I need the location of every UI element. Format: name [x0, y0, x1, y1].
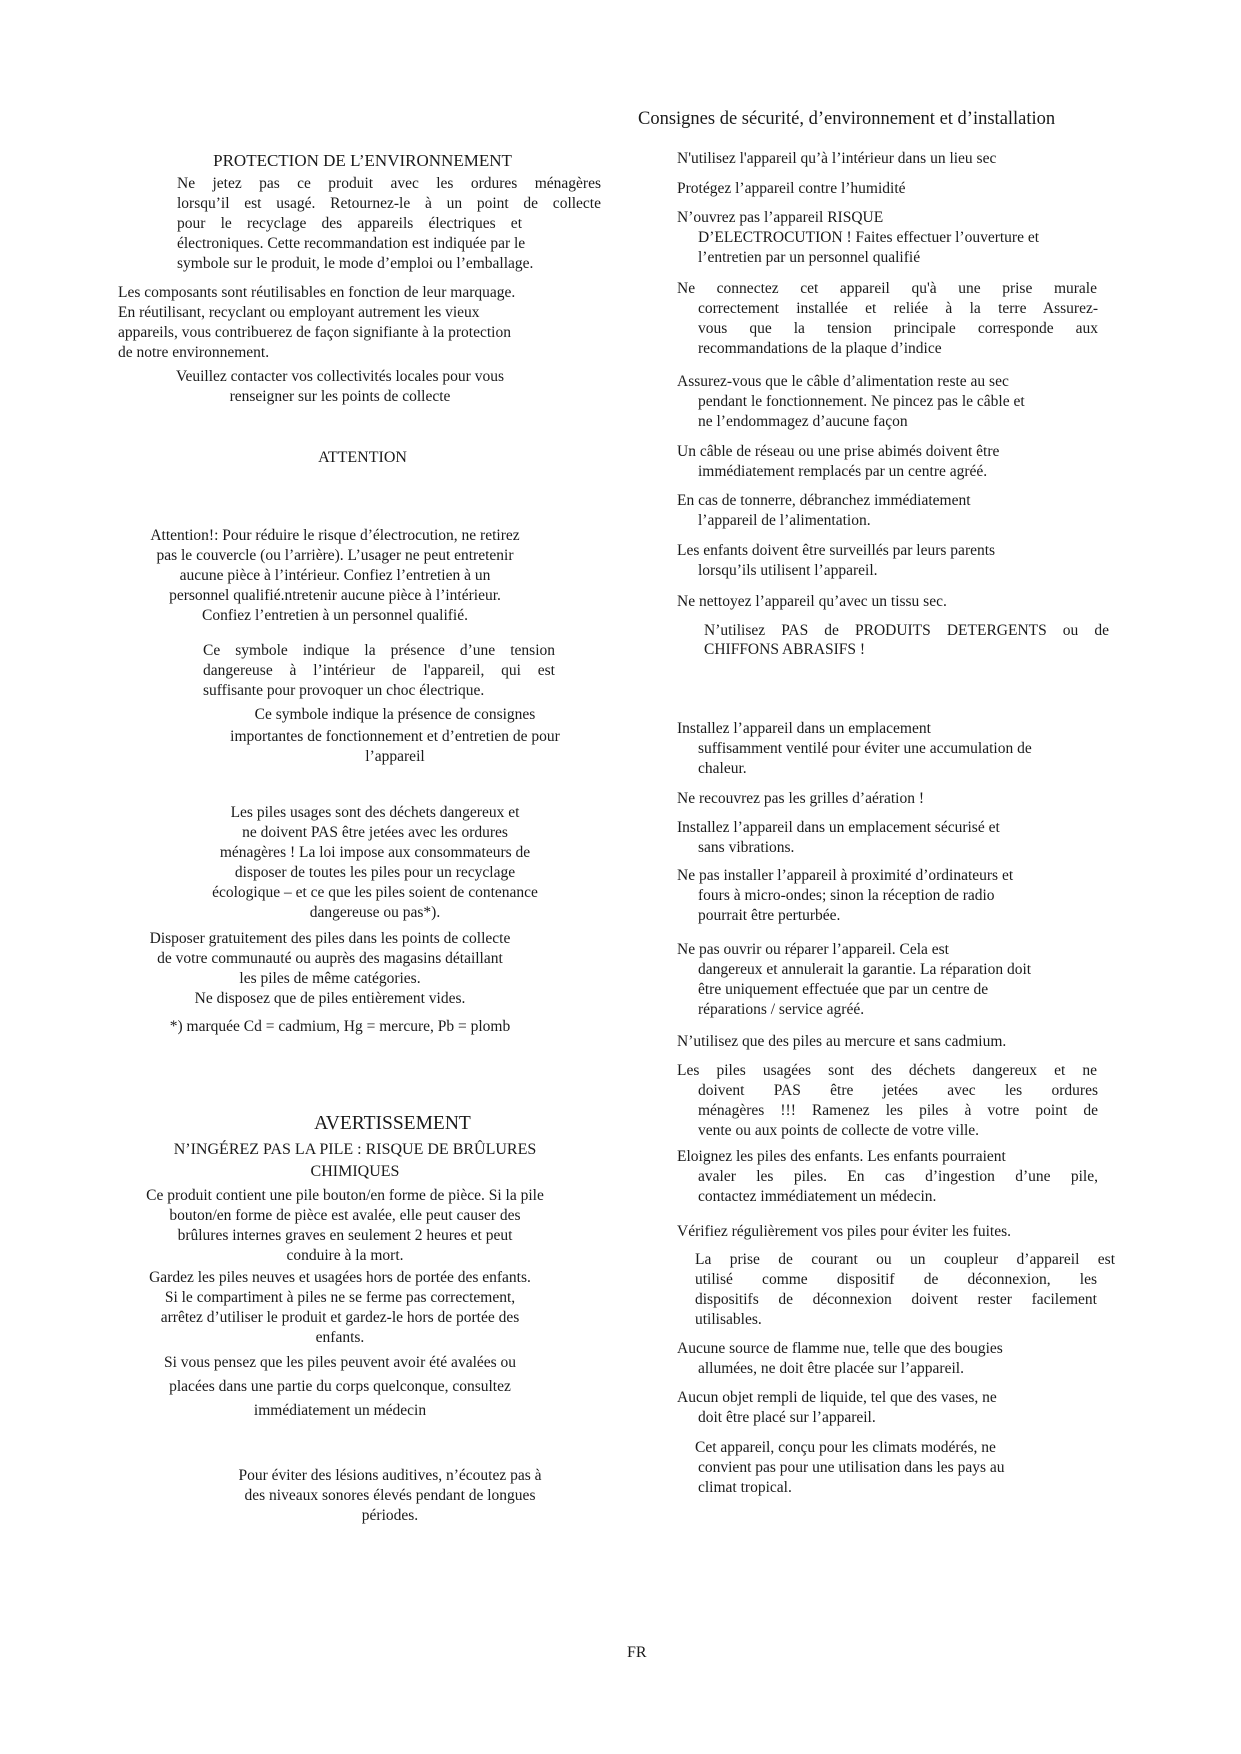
env-heading: PROTECTION DE L’ENVIRONNEMENT: [213, 151, 512, 170]
safety-item-line: lorsqu’ils utilisent l’appareil.: [698, 562, 878, 579]
safety-item-line: D’ELECTROCUTION ! Faites effectuer l’ouverture et: [698, 229, 1040, 246]
safety-item-line: Les piles usagées sont des déchets dangereux et ne: [677, 1062, 1097, 1079]
safety-item: [663, 442, 1113, 482]
env-paragraph-3: Veuillez contacter vos collectivités locales pour vous renseigner sur les points de collecte: [176, 368, 504, 405]
safety-item-line: sans vibrations.: [698, 839, 795, 856]
safety-item: [663, 1388, 1113, 1428]
safety-item-line: Ne connectez cet appareil qu'à une prise murale: [677, 280, 1097, 297]
safety-item-line: l’appareil de l’alimentation.: [698, 512, 871, 529]
section-title-safety: Consignes de sécurité, d’environnement et d’installation: [638, 109, 1056, 129]
shock-symbol-note: Ce symbole indique la présence d’une tension dangereuse à l’intérieur de l'appareil, qui est suffisante pour provoquer un choc électrique.: [203, 642, 555, 699]
safety-item-line: Vérifiez régulièrement vos piles pour éviter les fuites.: [677, 1223, 1011, 1240]
safety-item: [663, 818, 1113, 858]
safety-item-line: Aucun objet rempli de liquide, tel que des vases, ne: [677, 1389, 997, 1406]
instruction-symbol-note: Ce symbole indique la présence de consignes importantes de fonctionnement et d’entretien de pour l’appareil: [230, 706, 560, 765]
safety-item: [663, 491, 1113, 531]
safety-item-line: contactez immédiatement un médecin.: [698, 1188, 937, 1205]
safety-item-line: Un câble de réseau ou une prise abimés doivent être: [677, 443, 1000, 460]
attention-heading: ATTENTION: [318, 449, 407, 466]
safety-item-line: Ne nettoyez l’appareil qu’avec un tissu sec.: [677, 593, 947, 610]
warning-paragraph-3: Si vous pensez que les piles peuvent avoir été avalées ou placées dans une partie du corps quelconque, consultez immédiatement un médecin: [163, 1354, 517, 1419]
safety-item-line: N’ouvrez pas l’appareil RISQUE: [677, 209, 884, 226]
safety-item-line: correctement installée et reliée à la terre Assurez-: [698, 300, 1098, 317]
warning-paragraph-1: Ce produit contient une pile bouton/en forme de pièce. Si la pile bouton/en forme de pièce est avalée, elle peut causer des brûlures internes graves en seulement 2 heures et peut conduire à la mort.: [146, 1187, 544, 1264]
safety-item-line: doit être placé sur l’appareil.: [698, 1409, 876, 1426]
safety-item-line: avaler les piles. En cas d’ingestion d’une pile,: [698, 1168, 1098, 1185]
safety-item-line: ménagères !!! Ramenez les piles à votre point de: [698, 1102, 1098, 1119]
safety-item-line: Ne pas installer l’appareil à proximité d’ordinateurs et: [677, 867, 1014, 884]
safety-item-line: Assurez-vous que le câble d’alimentation reste au sec: [677, 373, 1009, 390]
safety-item: [663, 592, 1113, 612]
battery-disposal-paragraph-1: Les piles usages sont des déchets dangereux et ne doivent PAS être jetées avec les ordures ménagères ! La loi impose aux consommateurs de disposer de toutes les piles pour un recyclage écologique – et ce que les piles soient de contenance dangereuse ou pas*).: [212, 804, 538, 921]
safety-item: [663, 541, 1113, 581]
safety-item-line: réparations / service agréé.: [698, 1001, 865, 1018]
safety-item: [663, 866, 1113, 926]
safety-item-line: N’utilisez que des piles au mercure et sans cadmium.: [677, 1033, 1007, 1050]
safety-item-line: fours à micro-ondes; sinon la réception de radio: [698, 887, 995, 904]
safety-item-line: Ne pas ouvrir ou réparer l’appareil. Cela est: [677, 941, 949, 958]
safety-item: [663, 1250, 1113, 1330]
safety-item-line: immédiatement remplacés par un centre agréé.: [698, 463, 988, 480]
safety-item-line: La prise de courant ou un coupleur d’appareil est: [695, 1251, 1115, 1268]
safety-item-line: climat tropical.: [698, 1479, 792, 1496]
safety-item-line: En cas de tonnerre, débranchez immédiatement: [677, 492, 971, 509]
battery-disposal-paragraph-2: Disposer gratuitement des piles dans les points de collecte de votre communauté ou auprès des magasins détaillant les piles de même catégories. Ne disposez que de piles entièrement vides.: [149, 930, 511, 1007]
safety-item-line: Les enfants doivent être surveillés par leurs parents: [677, 542, 996, 559]
detergent-note: N’utilisez PAS de PRODUITS DETERGENTS ou de CHIFFONS ABRASIFS !: [704, 622, 1109, 658]
safety-item-line: suffisamment ventilé pour éviter une accumulation de: [698, 740, 1032, 757]
safety-item-line: convient pas pour une utilisation dans les pays au: [698, 1459, 1005, 1476]
safety-item-line: Ne recouvrez pas les grilles d’aération !: [677, 790, 925, 807]
safety-item-line: allumées, ne doit être placée sur l’appareil.: [698, 1360, 964, 1377]
safety-item-line: chaleur.: [698, 760, 747, 777]
safety-item-line: Protégez l’appareil contre l’humidité: [677, 180, 906, 197]
safety-item: [663, 179, 1113, 199]
safety-item-line: doivent PAS être jetées avec les ordures: [698, 1082, 1098, 1099]
safety-item-line: Eloignez les piles des enfants. Les enfants pourraient: [677, 1148, 1006, 1165]
safety-item: [663, 1147, 1113, 1207]
safety-item-line: dispositifs de déconnexion doivent rester facilement: [695, 1291, 1097, 1308]
warning-subheading: N’INGÉREZ PAS LA PILE : RISQUE DE BRÛLURES CHIMIQUES: [173, 1141, 537, 1180]
safety-item: [663, 1032, 1113, 1052]
safety-item: [663, 372, 1113, 432]
safety-item-line: pourrait être perturbée.: [698, 907, 841, 924]
safety-item-line: vente ou aux points de collecte de votre ville.: [698, 1122, 980, 1139]
safety-item: [663, 719, 1113, 779]
safety-item-line: Installez l’appareil dans un emplacement sécurisé et: [677, 819, 1000, 836]
safety-item: [663, 279, 1113, 359]
safety-item: [663, 1061, 1113, 1141]
safety-item-line: utilisables.: [695, 1311, 762, 1328]
safety-item: [663, 208, 1113, 268]
page-language-code: FR: [627, 1644, 647, 1661]
safety-item-line: l’entretien par un personnel qualifié: [698, 249, 921, 266]
warning-paragraph-2: Gardez les piles neuves et usagées hors de portée des enfants. Si le compartiment à piles ne se ferme pas correctement, arrêtez d’utiliser le produit et gardez-le hors de portée des enfants.: [149, 1269, 531, 1346]
safety-item-line: N'utilisez l'appareil qu’à l’intérieur dans un lieu sec: [677, 150, 997, 167]
safety-item-line: dangereux et annulerait la garantie. La réparation doit: [698, 961, 1032, 978]
env-paragraph-1: Ne jetez pas ce produit avec les ordures ménagères lorsqu’il est usagé. Retournez-le à un point de collecte pour le recyclage des appareils électriques et électroniques. Cette recommandation est indiquée par le symbole sur le produit, le mode d’emploi ou l’emballage.: [177, 175, 601, 272]
safety-item-line: être uniquement effectuée que par un centre de: [698, 981, 989, 998]
warning-heading: AVERTISSEMENT: [314, 1113, 471, 1134]
safety-item: [663, 1438, 1113, 1498]
safety-item-line: Aucune source de flamme nue, telle que des bougies: [677, 1340, 1003, 1357]
battery-footnote: *) marquée Cd = cadmium, Hg = mercure, Pb = plomb: [169, 1018, 511, 1035]
safety-item: [663, 789, 1113, 809]
safety-item-line: pendant le fonctionnement. Ne pincez pas le câble et: [698, 393, 1025, 410]
safety-item: [663, 1222, 1113, 1242]
safety-item-line: ne l’endommagez d’aucune façon: [698, 413, 908, 430]
safety-item-line: Cet appareil, conçu pour les climats modérés, ne: [695, 1439, 996, 1456]
safety-item-line: Installez l’appareil dans un emplacement: [677, 720, 931, 737]
safety-item-line: vous que la tension principale corresponde aux: [698, 320, 1098, 337]
safety-item: [663, 1339, 1113, 1379]
env-paragraph-2: Les composants sont réutilisables en fonction de leur marquage. En réutilisant, recyclant ou employant autrement les vieux appareils, vous contribuerez de façon signifiante à la protection de notre environnement.: [118, 284, 516, 361]
hearing-warning: Pour éviter des lésions auditives, n’écoutez pas à des niveaux sonores élevés pendant de longues périodes.: [238, 1467, 542, 1524]
safety-item-line: utilisé comme dispositif de déconnexion, les: [695, 1271, 1097, 1288]
safety-item: [663, 149, 1113, 169]
attention-paragraph: Attention!: Pour réduire le risque d’électrocution, ne retirez pas le couvercle (ou l’arrière). L’usager ne peut entretenir aucune pièce à l’intérieur. Confiez l’entretien à un personnel qualifié.ntretenir aucune pièce à l’intérieur. Confiez l’entretien à un personnel qualifié.: [150, 527, 520, 624]
safety-item: [663, 940, 1113, 1020]
safety-item-line: recommandations de la plaque d’indice: [698, 340, 942, 357]
